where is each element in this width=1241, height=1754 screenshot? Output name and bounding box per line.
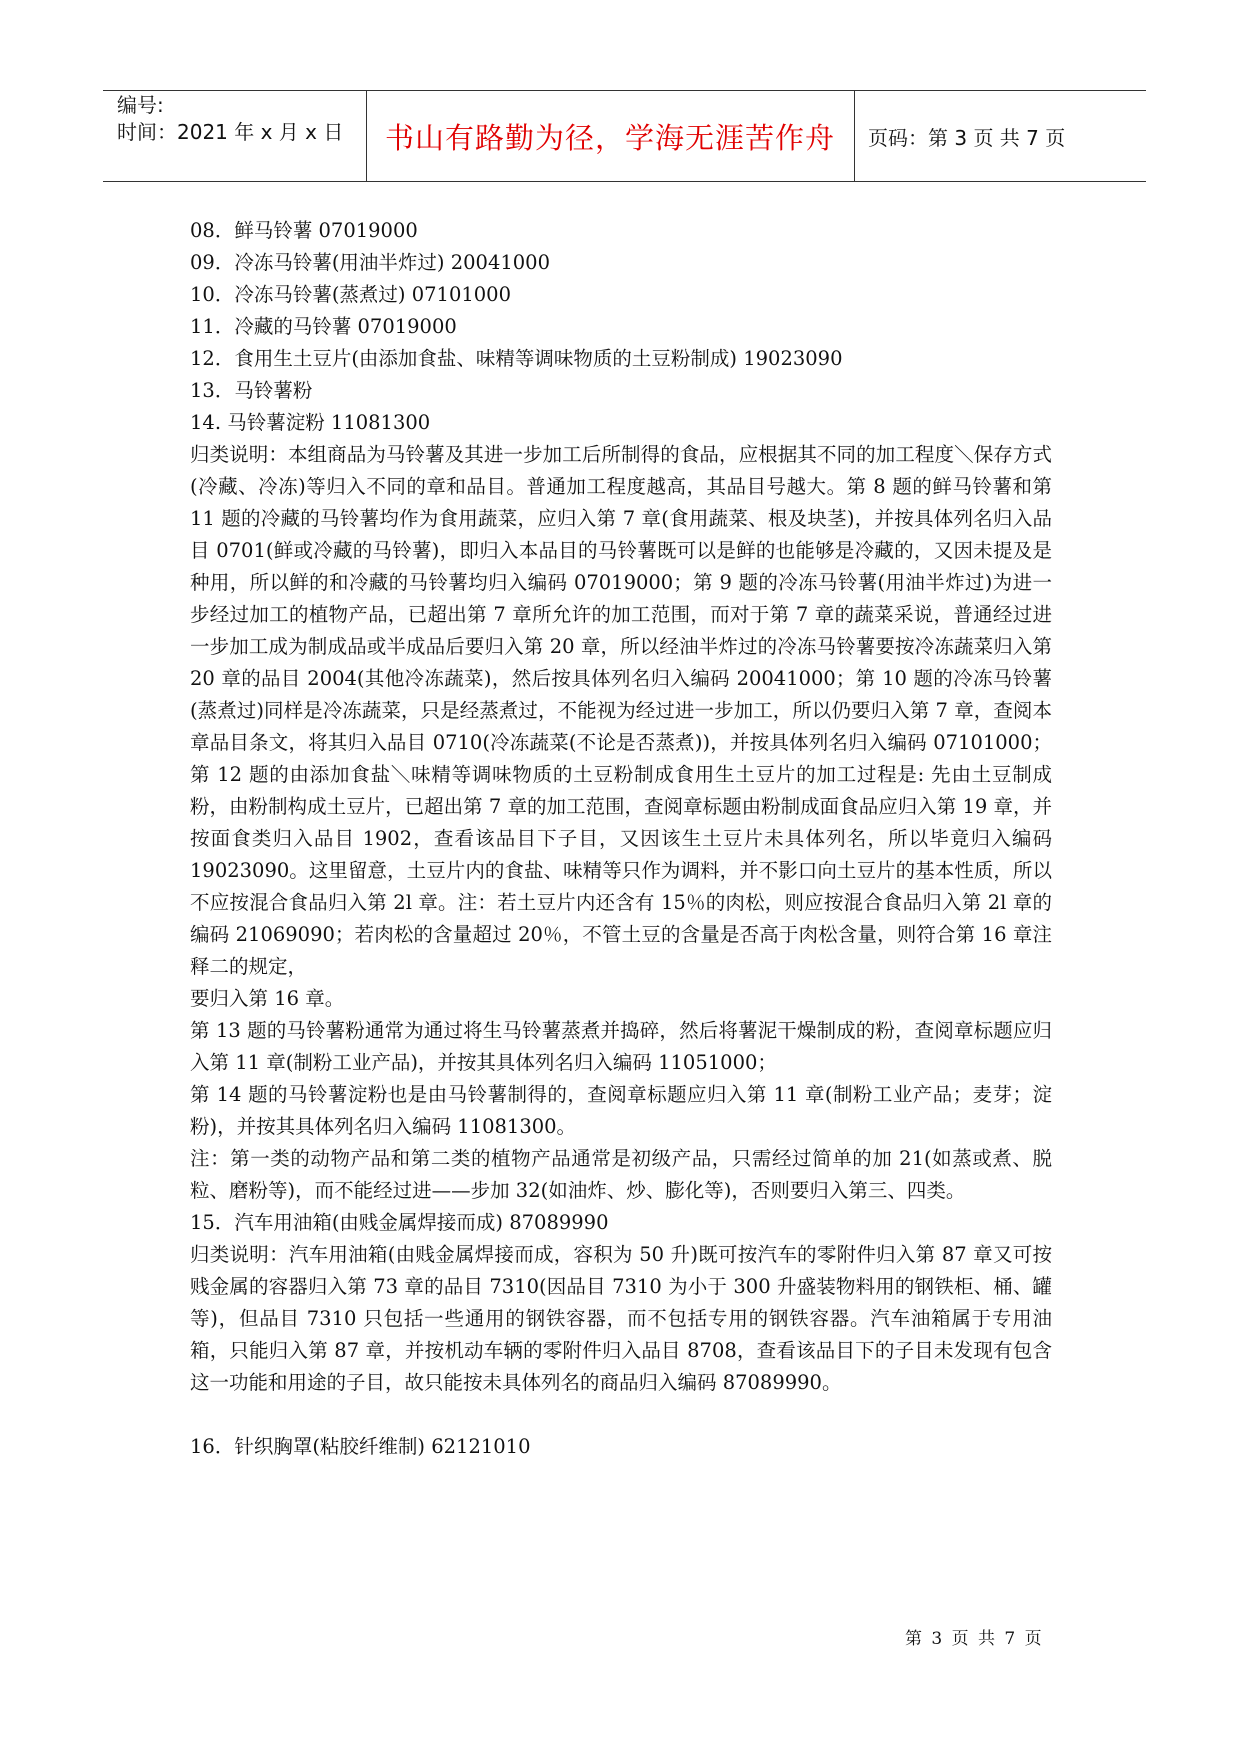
paragraph: 09．冷冻马铃薯(用油半炸过) 20041000 (190, 251, 550, 274)
page-footer: 第 3 页 共 7 页 (905, 1629, 1044, 1649)
header-motto: 书山有路勤为径，学海无涯苦作舟 (384, 121, 835, 155)
header-left-cell (117, 92, 343, 146)
paragraph: 第 14 题的马铃薯淀粉也是由马铃薯制得的，查阅章标题应归入第 11 章(制粉工业产品；麦芽；淀粉)，并按其具体列名归入编码 11081300。 (190, 1083, 1052, 1138)
header-divider-right (854, 90, 855, 181)
paragraph: 16．针织胸罩(粘胶纤维制) 62121010 (190, 1435, 531, 1458)
paragraph: 要归入第 16 章。 (190, 987, 345, 1010)
paragraph: 11．冷藏的马铃薯 07019000 (190, 315, 457, 338)
paragraph: 13．马铃薯粉 (190, 379, 313, 402)
header-page-label: 页码：第 3 页 共 7 页 (868, 126, 1066, 150)
paragraph: 15．汽车用油箱(由贱金属焊接而成) 87089990 (190, 1211, 609, 1234)
paragraph: 10．冷冻马铃薯(蒸煮过) 07101000 (190, 283, 511, 306)
time-label: 时间：2021 年 x 月 x 日 (117, 120, 344, 144)
paragraph: 第 13 题的马铃薯粉通常为通过将生马铃薯蒸煮并捣碎，然后将薯泥干燥制成的粉，查阅章标题应归入第 11 章(制粉工业产品)，并按其具体列名归入编码 11051000； (190, 1019, 1052, 1074)
header-bottom-rule (103, 181, 1146, 182)
paragraph: 08．鲜马铃薯 07019000 (190, 219, 418, 242)
header-top-rule (103, 90, 1146, 91)
document-body (190, 215, 1052, 1463)
paragraph: 14. 马铃薯淀粉 11081300 (190, 411, 431, 434)
paragraph: 12．食用生土豆片(由添加食盐、味精等调味物质的土豆粉制成) 19023090 (190, 347, 843, 370)
paragraph: 归类说明：汽车用油箱(由贱金属焊接而成，容积为 50 升)既可按汽车的零附件归入第 87 章又可按贱金属的容器归入第 73 章的品目 7310(因品目 7310 为小于 300 升盛装物料用的钢铁柜、桶、罐等)，但品目 7310 只包括一些通用的钢铁容器，而不包括专用的钢铁容器。汽车油箱属于专用油箱，只能归入第 87 章，并按机动车辆的零附件归入品目 8708，查看该品目下的子目未发现有包含这一功能和用途的子目，故只能按未具体列名的商品归入编码 87089990。 (190, 1243, 1052, 1394)
paragraph: 归类说明：本组商品为马铃薯及其进一步加工后所制得的食品，应根据其不同的加工程度＼保存方式(冷藏、冷冻)等归入不同的章和品目。普通加工程度越高，其品目号越大。第 8 题的鲜马铃薯和第 11 题的冷藏的马铃薯均作为食用蔬菜，应归入第 7 章(食用蔬菜、根及块茎)，并按具体列名归入品目 0701(鲜或冷藏的马铃薯)，即归入本品目的马铃薯既可以是鲜的也能够是冷藏的，又因未提及是种用，所以鲜的和冷藏的马铃薯均归入编码 07019000；第 9 题的冷冻马铃薯(用油半炸过)为进一步经过加工的植物产品，已超出第 7 章所允许的加工范围，而对于第 7 章的蔬菜采说，普通经过进一步加工成为制成品或半成品后要归入第 20 章，所以经油半炸过的冷冻马铃薯要按冷冻蔬菜归入第 20 章的品目 2004(其他冷冻蔬菜)，然后按具体列名归入编码 20041000；第 10 题的冷冻马铃薯(蒸煮过)同样是冷冻蔬菜，只是经蒸煮过，不能视为经过进一步加工，所以仍要归入第 7 章，查阅本章品目条文，将其归入品目 0710(冷冻蔬菜(不论是否蒸煮))，并按具体列名归入编码 07101000；第 12 题的由添加食盐＼味精等调味物质的土豆粉制成食用生土豆片的加工过程是: 先由土豆制成粉，由粉制构成土豆片，已超出第 7 章的加工范围，查阅章标题由粉制成面食品应归入第 19 章，并按面食类归入品目 1902，查看该品目下子目，又因该生土豆片未具体列名，所以毕竟归入编码 19023090。这里留意，土豆片内的食盐、味精等只作为调料，并不影口向土豆片的基本性质，所以不应按混合食品归入第 2l 章。注：若土豆片内还含有 15％的肉松，则应按混合食品归入第 2l 章的编码 21069090；若肉松的含量超过 20％，不管土豆的含量是否高于肉松含量，则符合第 16 章注释二的规定， (190, 443, 1052, 978)
code-label: 编号: (117, 93, 164, 117)
blank-line (190, 1399, 1052, 1431)
paragraph: 注：第一类的动物产品和第二类的植物产品通常是初级产品，只需经过简单的加 21(如蒸或煮、脱粒、磨粉等)，而不能经过进——步加 32(如油炸、炒、膨化等)，否则要归入第三、四类。 (190, 1147, 1052, 1202)
